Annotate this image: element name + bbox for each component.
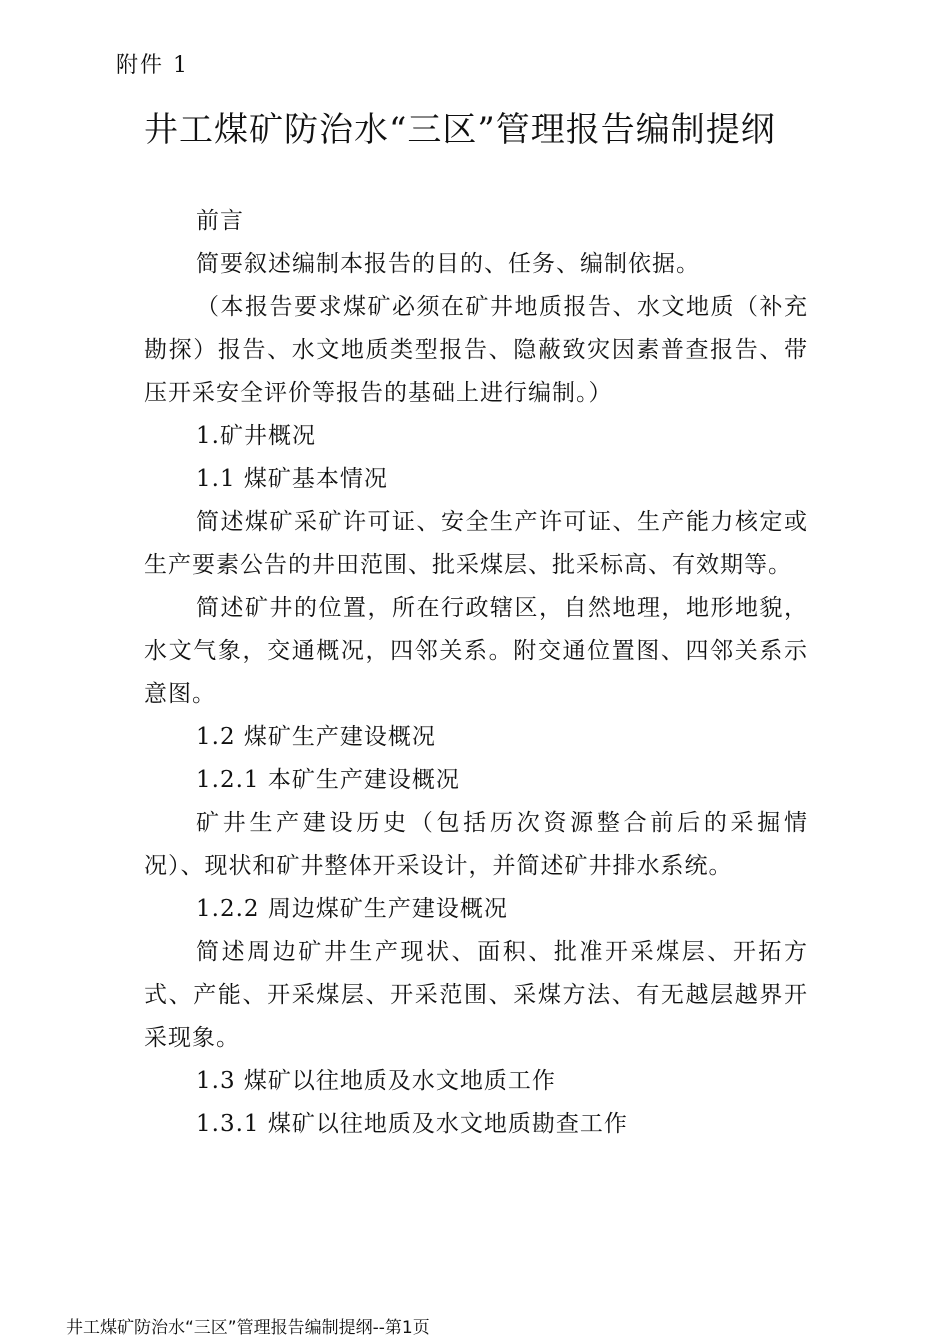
- paragraph-location-summary: 简述矿井的位置，所在行政辖区，自然地理，地形地貌，水文气象，交通概况，四邻关系。附交通位置图、四邻关系示意图。: [144, 595, 808, 707]
- heading-1-3-1: 1.3.1 煤矿以往地质及水文地质勘查工作: [196, 1111, 628, 1137]
- section-preface: 前言: [196, 208, 244, 234]
- document-body: [144, 200, 808, 1146]
- paragraph-surrounding-mines: 简述周边矿井生产现状、面积、批准开采煤层、开拓方式、产能、开采煤层、开采范围、采煤方法、有无越层越界开采现象。: [144, 939, 808, 1051]
- heading-1: 1.矿井概况: [196, 423, 316, 449]
- paragraph-requirement-note: （本报告要求煤矿必须在矿井地质报告、水文地质（补充勘探）报告、水文地质类型报告、隐蔽致灾因素普查报告、带压开采安全评价等报告的基础上进行编制。）: [144, 294, 808, 406]
- heading-1-2-1: 1.2.1 本矿生产建设概况: [196, 767, 460, 793]
- paragraph-license-summary: 简述煤矿采矿许可证、安全生产许可证、生产能力核定或生产要素公告的井田范围、批采煤层、批采标高、有效期等。: [144, 509, 808, 578]
- heading-1-2: 1.2 煤矿生产建设概况: [196, 724, 436, 750]
- document-title: 井工煤矿防治水“三区”管理报告编制提纲: [144, 110, 776, 150]
- page-footer: 井工煤矿防治水“三区”管理报告编制提纲--第1页: [66, 1318, 430, 1338]
- heading-1-1: 1.1 煤矿基本情况: [196, 466, 388, 492]
- heading-1-3: 1.3 煤矿以往地质及水文地质工作: [196, 1068, 556, 1094]
- heading-1-2-2: 1.2.2 周边煤矿生产建设概况: [196, 896, 508, 922]
- paragraph-purpose: 简要叙述编制本报告的目的、任务、编制依据。: [196, 251, 700, 277]
- paragraph-construction-history: 矿井生产建设历史（包括历次资源整合前后的采掘情况）、现状和矿井整体开采设计，并简述矿井排水系统。: [144, 810, 808, 879]
- attachment-label: 附件 1: [116, 53, 189, 78]
